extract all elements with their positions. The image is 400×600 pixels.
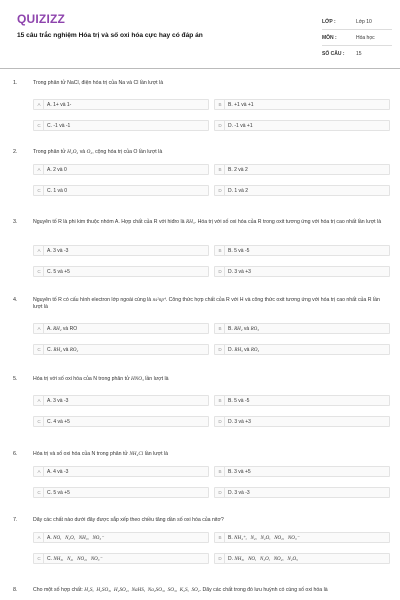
question-text: Hóa trị với số oxi hóa của N trong phân tử HNO₃ lần lượt là: [33, 376, 169, 382]
option-letter-box: A: [35, 467, 44, 476]
option-text: D. 3 và +3: [228, 268, 251, 275]
option-letter-box: C: [35, 554, 44, 563]
option-letter-box: D: [216, 267, 225, 276]
question-text: Cho một số hợp chất: H₂S, H₂SO₃, H₂SO₄, NaHS, Na₂SO₃, SO₃, K₂S, SO₂. Dãy các chất trong đó lưu huỳnh có cùng số oxi hóa là: [33, 587, 328, 593]
question-text: Nguyên tố R là phi kim thuộc nhóm A. Hợp chất của R với hiđro là RH₃. Hóa trị với số oxi hóa của R trong oxit tương ứng với hóa trị cao nhất lần lượt là: [33, 219, 382, 225]
option-letter-box: A: [35, 165, 44, 174]
option-letter-box: D: [216, 417, 225, 426]
answer-option-b[interactable]: [214, 164, 390, 175]
option-text: B. +1 và +1: [228, 101, 254, 108]
option-letter-box: D: [216, 186, 225, 195]
answer-option-d[interactable]: [214, 120, 390, 131]
option-letter-box: D: [216, 488, 225, 497]
option-letter-box: A: [35, 246, 44, 255]
option-letter-box: D: [216, 121, 225, 130]
question-text: Dãy các chất nào dưới đây được sắp xếp theo chiều tăng dần số oxi hóa của nitơ?: [33, 517, 224, 523]
answer-option-c[interactable]: [33, 185, 209, 196]
meta-value: Lớp 10: [356, 18, 372, 25]
answer-option-d[interactable]: [214, 553, 390, 564]
option-letter-box: A: [35, 396, 44, 405]
document-header: [0, 0, 400, 72]
answer-option-d[interactable]: [214, 344, 390, 355]
header-divider: [0, 68, 400, 69]
answer-option-d[interactable]: [214, 487, 390, 498]
answer-option-a[interactable]: [33, 164, 209, 175]
option-letter-box: C: [35, 267, 44, 276]
option-text: A. 1+ và 1-: [47, 101, 72, 108]
option-text: C. -1 và -1: [47, 122, 71, 129]
option-letter-box: B: [216, 100, 225, 109]
option-letter-box: B: [216, 165, 225, 174]
meta-value: 15: [356, 51, 362, 57]
answer-option-b[interactable]: [214, 466, 390, 477]
answer-option-c[interactable]: [33, 344, 209, 355]
meta-label: MÔN :: [322, 34, 337, 41]
question-number: 1.: [13, 80, 18, 86]
option-text: B. 5 và -5: [228, 247, 250, 254]
question-number: 3.: [13, 219, 18, 225]
option-text: C. RH₄ và RO₂: [47, 346, 79, 353]
answer-option-a[interactable]: [33, 532, 209, 543]
option-text: A. 3 và -3: [47, 247, 69, 254]
option-text: B. 2 và 2: [228, 166, 248, 173]
answer-option-c[interactable]: [33, 416, 209, 427]
option-text: A. 2 và 0: [47, 166, 67, 173]
question-number: 6.: [13, 451, 18, 457]
option-letter-box: C: [35, 417, 44, 426]
option-text: D. RH₃ và RO₃: [228, 346, 260, 353]
option-letter-box: B: [216, 324, 225, 333]
option-letter-box: C: [35, 488, 44, 497]
question-text: Trong phân tử NaCl, điện hóa trị của Na và Cl lần lượt là: [33, 80, 164, 86]
answer-option-a[interactable]: [33, 245, 209, 256]
question-text: Trong phân tử H₂O₂ và O₂, cộng hóa trị của O lần lượt là: [33, 149, 163, 155]
answer-option-a[interactable]: [33, 323, 209, 334]
question-number: 5.: [13, 376, 18, 382]
meta-row-count: [322, 46, 392, 62]
option-letter-box: C: [35, 121, 44, 130]
answer-option-b[interactable]: [214, 532, 390, 543]
option-text: A. NO, N₂O, NH₃, NO₃⁻: [47, 534, 104, 541]
option-text: D. 3 và +3: [228, 418, 251, 425]
option-text: A. 4 và -3: [47, 468, 69, 475]
question-number: 4.: [13, 297, 18, 303]
option-letter-box: C: [35, 186, 44, 195]
meta-row-class: [322, 14, 392, 30]
answer-option-b[interactable]: [214, 395, 390, 406]
option-text: B. 5 và -5: [228, 397, 250, 404]
answer-option-c[interactable]: [33, 266, 209, 277]
meta-label: LỚP :: [322, 18, 336, 25]
option-text: C. 5 và +5: [47, 268, 70, 275]
answer-option-c[interactable]: [33, 120, 209, 131]
option-letter-box: C: [35, 345, 44, 354]
option-text: D. 3 và -3: [228, 489, 250, 496]
option-text: C. 1 và 0: [47, 187, 68, 194]
option-letter-box: B: [216, 533, 225, 542]
option-text: C. 4 và +5: [47, 418, 70, 425]
answer-option-c[interactable]: [33, 487, 209, 498]
answer-option-b[interactable]: [214, 99, 390, 110]
option-letter-box: B: [216, 396, 225, 405]
meta-table: [322, 14, 392, 62]
question-text: Nguyên tố R có cấu hình electron lớp ngoài cùng là ns²np⁴. Công thức hợp chất của R với H và công thức oxit tương ứng với hóa trị cao nhất của R lần lượt là: [33, 297, 380, 311]
quizizz-logo: QUIZIZZ: [17, 12, 66, 26]
question-text: Hóa trị và số oxi hóa của N trong phân tử NH₄Cl lần lượt là: [33, 451, 169, 457]
meta-row-subject: [322, 30, 392, 46]
question-number: 8.: [13, 587, 18, 593]
answer-option-a[interactable]: [33, 99, 209, 110]
answer-option-a[interactable]: [33, 466, 209, 477]
question-number: 7.: [13, 517, 18, 523]
option-text: A. 3 và -3: [47, 397, 69, 404]
option-text: B. RH₂ và RO₃: [228, 325, 259, 332]
option-text: D. -1 và +1: [228, 122, 253, 129]
option-letter-box: A: [35, 100, 44, 109]
option-text: C. 5 và +5: [47, 489, 70, 496]
answer-option-b[interactable]: [214, 323, 390, 334]
answer-option-d[interactable]: [214, 266, 390, 277]
option-text: B. NH₄⁺, N₂, N₂O, NO₂, NO₃⁻: [228, 534, 300, 541]
option-text: B. 3 và +5: [228, 468, 251, 475]
option-letter-box: A: [35, 533, 44, 542]
question-number: 2.: [13, 149, 18, 155]
document-title: 15 câu trắc nghiệm Hóa trị và số oxi hóa cực hay có đáp án: [17, 32, 203, 39]
option-letter-box: B: [216, 246, 225, 255]
option-letter-box: D: [216, 554, 225, 563]
answer-option-d[interactable]: [214, 185, 390, 196]
answer-option-d[interactable]: [214, 416, 390, 427]
answer-option-a[interactable]: [33, 395, 209, 406]
option-letter-box: B: [216, 467, 225, 476]
meta-label: SỐ CÂU :: [322, 51, 345, 57]
answer-option-c[interactable]: [33, 553, 209, 564]
option-text: D. 1 và 2: [228, 187, 249, 194]
option-text: A. RH₂ và RO: [47, 325, 78, 332]
option-letter-box: D: [216, 345, 225, 354]
option-text: C. NH₃, N₂, NO₂, NO₃⁻: [47, 555, 103, 562]
meta-value: Hóa học: [356, 34, 375, 41]
answer-option-b[interactable]: [214, 245, 390, 256]
option-text: D. NH₃, NO, N₂O, NO₂, N₂O₅: [228, 555, 298, 562]
option-letter-box: A: [35, 324, 44, 333]
